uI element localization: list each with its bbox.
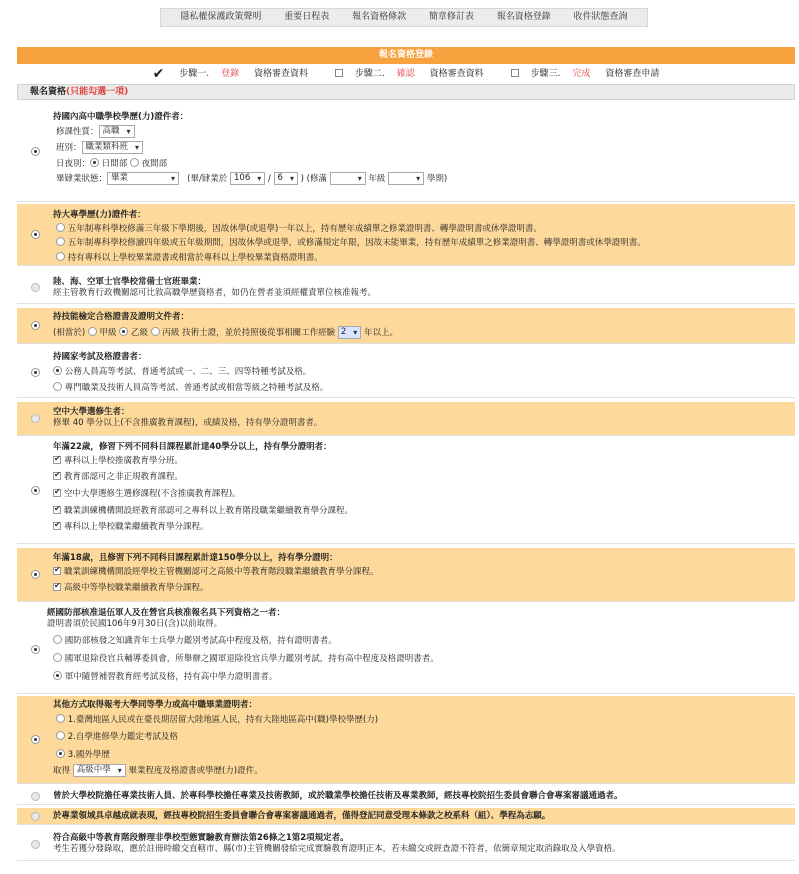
- graduation-year-select[interactable]: 106 ▾: [230, 172, 265, 185]
- step-1: ✔ 步驟一. 登錄 資格審查資料: [152, 66, 309, 82]
- section-military-nco: 陸、海、空軍士官學校常備士官班畢業： 經主管教育行政機關認可比敘高職學歷資格者，如仍在營者並須經權責單位核准報考。: [17, 272, 795, 304]
- unchecked-box-icon: [511, 69, 519, 77]
- credit-item-5-checkbox[interactable]: [53, 522, 61, 530]
- page-title: 報名資格登錄: [17, 47, 795, 64]
- section-radio-military-nco[interactable]: [31, 283, 40, 292]
- section-domestic-highschool: 持國內高中職學校學歷(力)證件者： 修課性質： 高職 ▾ 班別： 職業類科班 ▾ 日夜別： 日間部 夜間部 畢肄業狀態： 畢業 ▾ (畢/肄業於 106 ▾ / 6 ▾ ) (修滿 ▾ 年級 ▾ 學期): [17, 102, 795, 202]
- section-experimental-education: 符合高級中等教育階段辦理非學校型態實驗教育辦法第26條之1第2項規定者。 考生若獲分發錄取，應於註冊時繳交直轄市、縣(市)主管機關發給完成實驗教育證明正本，若未繳交或經查證不符者，依簡章規定取消錄取及入學資格。: [17, 829, 795, 861]
- section-title: 於專業領域具卓越成就表現，經技專校院招生委員會聯合會專案審議通過者，僅得登記同意受理本條款之校系科（組）、學程為志願。: [53, 811, 551, 821]
- step-indicator: [17, 66, 795, 80]
- step-3: 步驟三. 完成 資格審查申請: [505, 69, 666, 79]
- section-national-exam: 持國家考試及格證書者： 公務人員高等考試、普通考試或一、二、三、四等特種考試及格。 專門職業及技術人員高等考試、普通考試或相當等級之特種考試及格。: [17, 348, 795, 398]
- college-option-2-radio[interactable]: [56, 237, 65, 246]
- section-radio-technical-staff[interactable]: [31, 792, 40, 801]
- section-radio-150-credits[interactable]: [31, 570, 40, 579]
- nav-revision-table[interactable]: 簡章修訂表: [428, 11, 474, 22]
- section-title: 年滿22歲，修習下列不同科目課程累計達40學分以上，持有學分證明者：: [53, 442, 332, 452]
- veteran-option-2-radio[interactable]: [53, 653, 62, 662]
- section-title: 空中大學選修生者：: [53, 407, 130, 417]
- section-radio-veterans[interactable]: [31, 645, 40, 654]
- section-title: 曾於大學校院擔任專業技術人員、於專科學校擔任專業及技術教師，或於職業學校擔任技術及專業教師，經技專校院招生委員會聯合會專案審議通過者。: [53, 791, 623, 801]
- section-title: 持大專學歷(力)證件者：: [53, 210, 146, 220]
- credit150-item-2-checkbox[interactable]: [53, 583, 61, 591]
- college-option-1-radio[interactable]: [56, 223, 65, 232]
- section-title: 持國內高中職學校學歷(力)證件者：: [53, 112, 189, 122]
- course-type-select[interactable]: 高職 ▾: [99, 125, 135, 138]
- section-title: 年滿18歲，且修習下列不同科目課程累計達150學分以上，持有學分證明：: [53, 553, 338, 563]
- grade-c-radio[interactable]: [151, 327, 160, 336]
- credit-item-3-checkbox[interactable]: [53, 489, 61, 497]
- section-radio-other-methods[interactable]: [31, 735, 40, 744]
- section-college: 持大專學歷(力)證件者： 五年制專科學校修滿三年級下學期後，因故休學(或退學)一年以上，持有歷年成績單之修業證明書、轉學證明書或休學證明書。 五年制專科學校修讀四年級或五年級期間，因故休學或退學，或修滿規定年限，因故未能畢業，持有歷年成績單之修業證明書、轉學證明書或休學證明書。 持有專科以上學校畢業證書或相當於專科以上學校畢業資格證明書。: [17, 204, 795, 266]
- section-radio-college[interactable]: [31, 230, 40, 239]
- section-radio-outstanding-achievement[interactable]: [31, 812, 40, 821]
- other-option-3-radio[interactable]: [56, 749, 65, 758]
- section-technical-staff: [17, 788, 795, 805]
- section-radio-skill-certificate[interactable]: [31, 321, 40, 330]
- foreign-level-select[interactable]: 高級中學 ▾: [73, 764, 126, 777]
- nav-receipt-status[interactable]: 收件狀態查詢: [573, 11, 628, 22]
- completed-grade-select[interactable]: [330, 172, 366, 185]
- credit150-item-1-checkbox[interactable]: [53, 567, 61, 575]
- nav-qualification-terms[interactable]: 報名資格條款: [352, 11, 407, 22]
- section-radio-experimental-education[interactable]: [31, 840, 40, 849]
- section-title: 經國防部核准退伍軍人及在營官兵核准報名具下列資格之一者：: [47, 608, 286, 618]
- college-option-3-radio[interactable]: [56, 252, 65, 261]
- credit-item-4-checkbox[interactable]: [53, 506, 61, 514]
- section-40-credits: 年滿22歲，修習下列不同科目課程累計達40學分以上，持有學分證明者： ✔專科以上學校推廣教育學分班。 ✔教育部認可之非正規教育課程。 ✔空中大學選修生選修課程(不含推廣教育課程)。 ✔職業訓練機構開設經教育部認可之專科以上教育階段職業繼續教育學分課程。 ✔專科以上學校職業繼續教育學分課程。: [17, 438, 795, 544]
- section-150-credits: 年滿18歲，且修習下列不同科目課程累計達150學分以上，持有學分證明： ✔職業訓練機構開設經學校主管機關認可之高級中等教育階段職業繼續教育學分課程。 ✔高級中等學校職業繼續教育學分課程。: [17, 548, 795, 602]
- other-option-2-radio[interactable]: [56, 731, 65, 740]
- section-title: 陸、海、空軍士官學校常備士官班畢業：: [53, 277, 207, 287]
- other-option-1-radio[interactable]: [56, 714, 65, 723]
- section-radio-40-credits[interactable]: [31, 486, 40, 495]
- veteran-option-1-radio[interactable]: [53, 635, 62, 644]
- unchecked-box-icon: [335, 69, 343, 77]
- civil-service-exam-radio[interactable]: [53, 366, 62, 375]
- night-division-radio[interactable]: [130, 158, 139, 167]
- step-2: 步驟二. 確認 資格審查資料: [329, 69, 490, 79]
- section-title: 持技能檢定合格證書及證明文件者：: [53, 312, 190, 322]
- work-years-select[interactable]: 2 ▾: [338, 326, 361, 339]
- section-title: 其他方式取得報考大學同等學力或高中職畢業證明者：: [53, 700, 258, 710]
- check-icon: ✔: [152, 66, 165, 82]
- day-division-radio[interactable]: [90, 158, 99, 167]
- completed-semester-select[interactable]: [388, 172, 424, 185]
- professional-exam-radio[interactable]: [53, 382, 62, 391]
- veteran-option-3-radio[interactable]: [53, 671, 62, 680]
- nav-qualification-registration[interactable]: 報名資格登錄: [496, 11, 551, 22]
- section-open-university: 空中大學選修生者： 修畢 40 學分以上(不含推廣教育課程)，成績及格，持有學分證明書者。: [17, 402, 795, 436]
- section-skill-certificate: 持技能檢定合格證書及證明文件者： (相當於) 甲級 乙級 丙級 技術士證，並於持照後從事相關工作經驗 2 ▾ 年以上。: [17, 308, 795, 344]
- section-veterans: 經國防部核准退伍軍人及在營官兵核准報名具下列資格之一者： 證明書須於民國106年9月30日(含)以前取得。 國防部核發之知識青年士兵學力鑑別考試高中程度及格，持有證明書者。 國軍退除役官兵輔導委員會，所舉辦之國軍退除役官兵學力鑑別考試，持有高中程度及格證明書者。 軍中隨營補習教育經考試及格，持有高中學力證明書者。: [17, 606, 795, 694]
- credit-item-1-checkbox[interactable]: [53, 456, 61, 464]
- top-navigation: [160, 8, 648, 27]
- graduation-status-select[interactable]: 畢業 ▾: [107, 172, 179, 185]
- nav-schedule[interactable]: 重要日程表: [284, 11, 330, 22]
- section-title: 持國家考試及格證書者：: [53, 352, 147, 362]
- nav-privacy[interactable]: 隱私權保護政策聲明: [180, 11, 262, 22]
- grade-a-radio[interactable]: [88, 327, 97, 336]
- grade-b-radio[interactable]: [119, 327, 128, 336]
- section-radio-open-university[interactable]: [31, 414, 40, 423]
- section-radio-national-exam[interactable]: [31, 368, 40, 377]
- section-radio-domestic-highschool[interactable]: [31, 147, 40, 156]
- graduation-month-select[interactable]: 6 ▾: [274, 172, 298, 185]
- section-outstanding-achievement: [17, 808, 795, 825]
- section-other-methods: 其他方式取得報考大學同等學力或高中職畢業證明者： 1.臺灣地區人民或在臺長期居留大陸地區人民，持有大陸地區高中(職)學校學歷(力) 2.自學進修學力鑑定考試及格 3.國外學歷 取得 高級中學 ▾ 畢業程度及格證書或學歷(力)證件。: [17, 696, 795, 784]
- credit-item-2-checkbox[interactable]: [53, 472, 61, 480]
- qualification-header: 報名資格(只能勾選一項): [17, 84, 795, 100]
- class-type-select[interactable]: 職業類科班 ▾: [82, 141, 144, 154]
- section-title: 符合高級中等教育階段辦理非學校型態實驗教育辦法第26條之1第2項規定者。: [53, 833, 349, 843]
